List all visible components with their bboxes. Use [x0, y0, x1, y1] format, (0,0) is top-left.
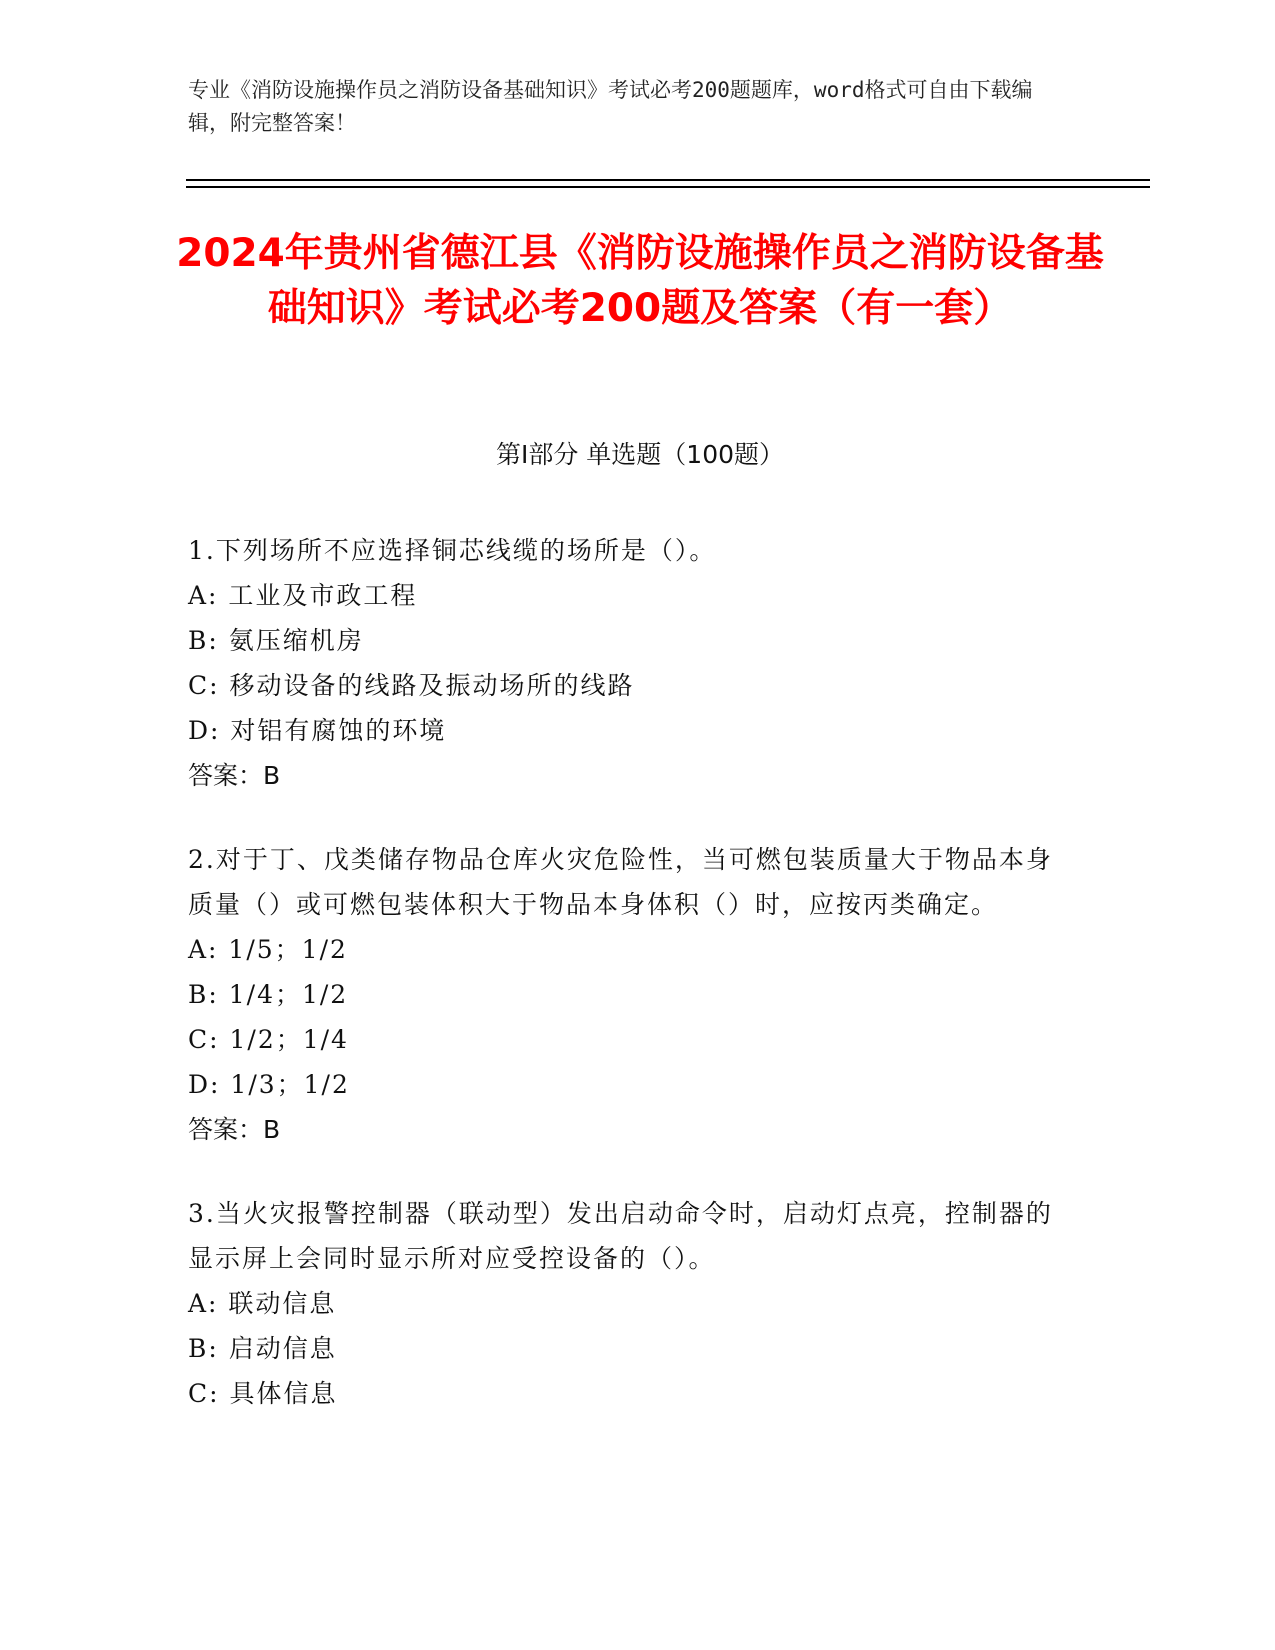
- section-title: 第Ⅰ部分 单选题（100题）: [495, 440, 785, 469]
- option-a: A: 联动信息: [188, 1289, 337, 1318]
- option-c: C: 具体信息: [188, 1379, 338, 1408]
- option-b: B: 启动信息: [188, 1334, 337, 1363]
- question-list: [188, 528, 1058, 1455]
- question-stem: 2.对于丁、戊类储存物品仓库火灾危险性，当可燃包装质量大于物品本身质量（）或可燃包装体积大于物品本身体积（）时，应按丙类确定。: [188, 845, 1053, 919]
- header-divider-top: [186, 179, 1150, 181]
- option-c: C: 1/2；1/4: [188, 1025, 349, 1054]
- option-c: C: 移动设备的线路及振动场所的线路: [188, 671, 635, 700]
- header-divider-bottom: [186, 186, 1150, 188]
- option-d: D: 对铝有腐蚀的环境: [188, 716, 447, 745]
- header-note: 专业《消防设施操作员之消防设备基础知识》考试必考200题题库，word格式可自由下载编辑，附完整答案！: [188, 78, 1033, 135]
- document-title: 2024年贵州省德江县《消防设施操作员之消防设备基础知识》考试必考200题及答案（有一套）: [176, 231, 1104, 331]
- question-3: [188, 1191, 1058, 1416]
- option-a: A: 工业及市政工程: [188, 581, 418, 610]
- question-2: [188, 837, 1058, 1152]
- option-b: B: 1/4；1/2: [188, 980, 349, 1009]
- question-stem: 1.下列场所不应选择铜芯线缆的场所是（）。: [188, 536, 717, 565]
- option-a: A: 1/5；1/2: [188, 935, 348, 964]
- option-d: D: 1/3；1/2: [188, 1070, 350, 1099]
- answer: 答案：B: [188, 1115, 281, 1144]
- answer: 答案：B: [188, 761, 281, 790]
- option-b: B: 氨压缩机房: [188, 626, 364, 655]
- question-1: [188, 528, 1058, 798]
- question-stem: 3.当火灾报警控制器（联动型）发出启动命令时，启动灯点亮，控制器的显示屏上会同时显示所对应受控设备的（）。: [188, 1199, 1053, 1273]
